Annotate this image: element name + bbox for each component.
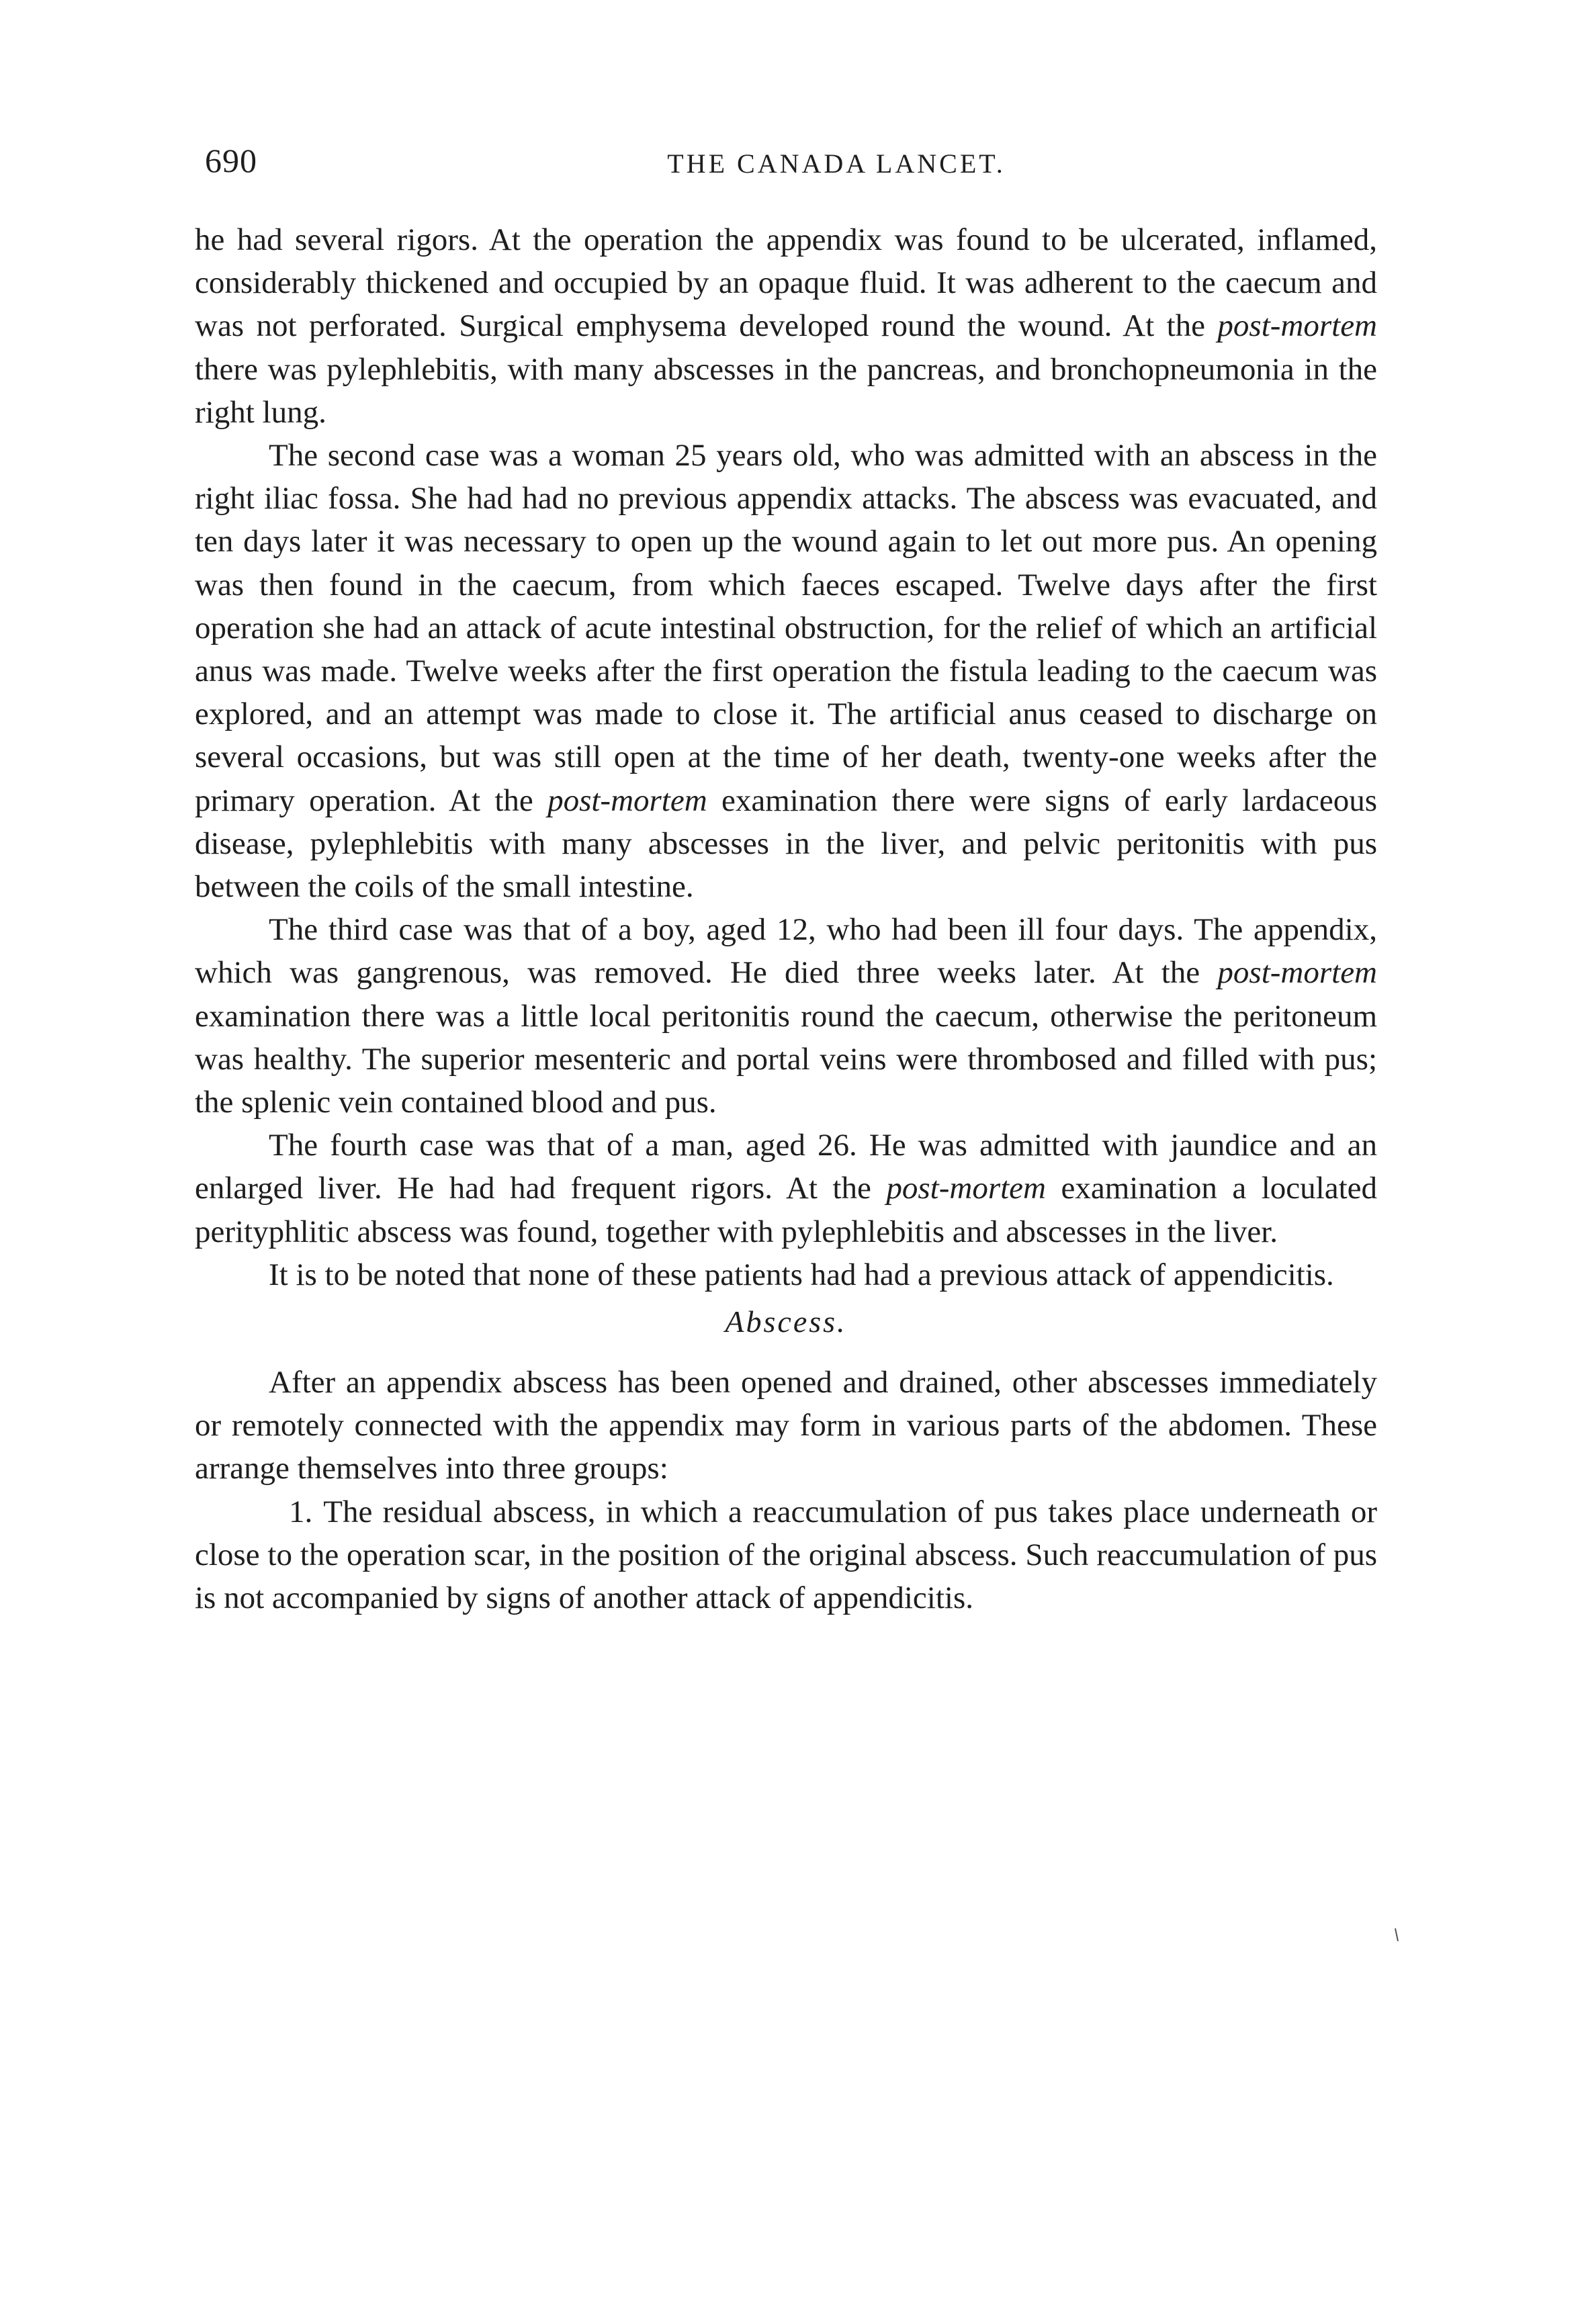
running-head: THE CANADA LANCET. xyxy=(667,148,1006,179)
paragraph-section-intro: After an appendix abscess has been opened and drained, other abscesses immediately or remotely connected with the appendix may form in various parts of the abdomen. These arrange themselves into three groups: xyxy=(195,1365,1377,1486)
article-body xyxy=(195,218,1377,1619)
paragraph-case-one: he had several rigors. At the operation the appendix was found to be ulcerated, inflamed, considerably thickened and occupied by an opaque fluid. It was adherent to the caecum and was not perforated. Surgical emphysema developed round the wound. At the post-mortem there was pylephlebitis, with many abscesses in the pancreas, and bronchopneumonia in the right lung. xyxy=(195,222,1377,430)
section-heading-abscess: Abscess. xyxy=(725,1304,847,1339)
margin-mark xyxy=(1395,1928,1399,1942)
page-header xyxy=(205,141,1387,188)
emphasis-post-mortem: post-mortem xyxy=(1217,955,1377,991)
emphasis-post-mortem: post-mortem xyxy=(547,783,707,818)
paragraph-note: It is to be noted that none of these patients had had a previous attack of appendicitis. xyxy=(269,1257,1334,1292)
emphasis-post-mortem: post-mortem xyxy=(886,1171,1046,1206)
list-item-number: 1. xyxy=(289,1494,313,1529)
paragraph-case-four: The fourth case was that of a man, aged 26. He was admitted with jaundice and an enlarged liver. He had had frequent rigors. At the post-mortem examination a loculated perityphlitic abscess was found, together with pylephlebitis and abscesses in the liver. xyxy=(195,1128,1378,1249)
list-item-text: The residual abscess, in which a reaccumulation of pus takes place underneath or close to the operation scar, in the position of the original abscess. Such reaccumulation of pus is not accompanied by signs of another attack of appendicitis. xyxy=(195,1494,1377,1616)
paragraph-case-two: The second case was a woman 25 years old, who was admitted with an abscess in the right iliac fossa. She had had no previous appendix attacks. The abscess was evacuated, and ten days later it was necessary to open up the wound again to let out more pus. An opening was then found in the caecum, from which faeces escaped. Twelve days after the first operation she had an attack of acute intestinal obstruction, for the relief of which an artificial anus was made. Twelve weeks after the first operation the fistula leading to the caecum was explored, and an attempt was made to close it. The artificial anus ceased to discharge on several occasions, but was still open at the time of her death, twenty-one weeks after the primary operation. At the post-mortem examination there were signs of early lardaceous disease, pylephlebitis with many abscesses in the liver, and pelvic peritonitis with pus between the coils of the small intestine. xyxy=(195,438,1377,905)
paragraph-case-three: The third case was that of a boy, aged 12, who had been ill four days. The appendix, which was gangrenous, was removed. He died three weeks later. At the post-mortem examination there was a little local peritonitis round the caecum, otherwise the peritoneum was healthy. The superior mesenteric and portal veins were thrombosed and filled with pus; the splenic vein contained blood and pus. xyxy=(195,912,1377,1120)
page-number: 690 xyxy=(205,142,257,179)
emphasis-post-mortem: post-mortem xyxy=(1217,308,1377,344)
list-item xyxy=(195,1490,1377,1620)
